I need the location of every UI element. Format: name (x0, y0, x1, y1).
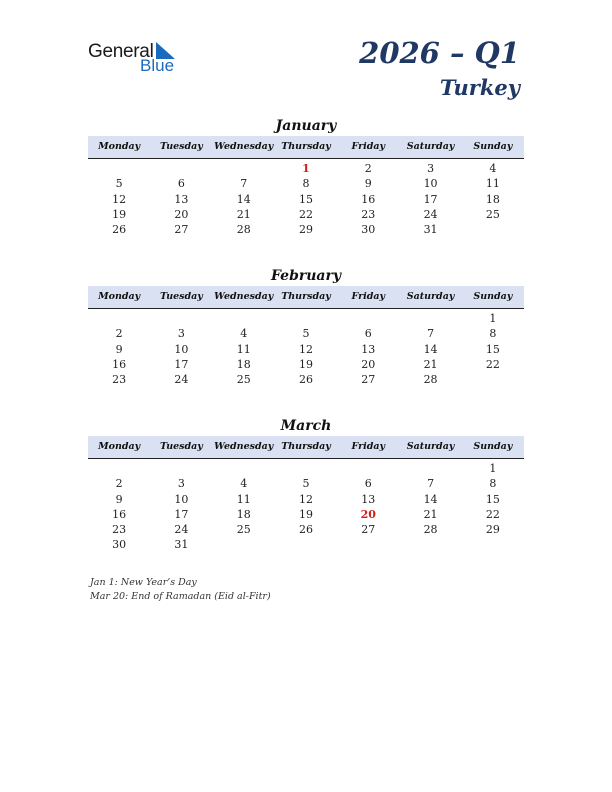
day-cell: 15 (298, 192, 313, 206)
empty-day-cell (399, 311, 461, 326)
day-cell: 26 (112, 223, 127, 237)
day-cell: 29 (485, 523, 500, 537)
day-cell: 8 (302, 177, 310, 191)
weekday-label: Monday (98, 441, 141, 452)
day-cell: 23 (112, 523, 127, 537)
day-cell: 13 (361, 492, 376, 506)
day-grid (88, 461, 524, 553)
weekday-label: Thursday (281, 441, 331, 452)
day-cell: 11 (236, 342, 251, 356)
holiday-day-cell: 1 (302, 162, 310, 175)
day-cell: 21 (423, 357, 438, 371)
day-cell: 6 (364, 477, 372, 491)
holiday-note: Mar 20: End of Ramadan (Eid al-Fitr) (90, 591, 271, 602)
day-cell: 18 (236, 507, 251, 521)
day-cell: 9 (364, 177, 372, 191)
weekday-label: Saturday (406, 291, 455, 302)
day-cell: 16 (112, 507, 127, 521)
day-cell: 15 (485, 342, 500, 356)
day-cell: 24 (423, 207, 438, 221)
weekday-label: Wednesday (214, 141, 274, 152)
day-cell: 26 (298, 523, 313, 537)
empty-day-cell (275, 461, 337, 476)
day-cell: 5 (302, 327, 310, 341)
day-cell: 10 (423, 177, 438, 191)
day-cell: 5 (115, 177, 123, 191)
day-cell: 3 (177, 477, 185, 491)
day-cell: 23 (112, 373, 127, 387)
day-cell: 4 (240, 477, 248, 491)
day-cell: 24 (174, 523, 189, 537)
empty-day-cell (399, 461, 461, 476)
weekday-header (88, 286, 524, 309)
weekday-label: Tuesday (160, 141, 203, 152)
day-cell: 23 (361, 207, 376, 221)
day-cell: 15 (485, 492, 500, 506)
day-cell: 4 (489, 162, 497, 175)
day-cell: 22 (485, 507, 500, 521)
day-cell: 28 (423, 523, 438, 537)
weekday-label: Wednesday (214, 291, 274, 302)
weekday-label: Thursday (281, 141, 331, 152)
day-cell: 10 (174, 492, 189, 506)
empty-day-cell (150, 161, 212, 176)
day-cell: 19 (298, 357, 313, 371)
day-cell: 14 (236, 192, 251, 206)
weekday-label: Tuesday (160, 441, 203, 452)
weekday-label: Friday (351, 291, 386, 302)
day-cell: 13 (174, 192, 189, 206)
day-cell: 3 (427, 162, 435, 175)
empty-day-cell (275, 311, 337, 326)
day-cell: 24 (174, 373, 189, 387)
country-name: Turkey (439, 75, 520, 100)
holiday-note: Jan 1: New Year’s Day (90, 577, 197, 588)
day-cell: 7 (427, 477, 435, 491)
day-cell: 1 (489, 462, 497, 475)
day-cell: 4 (240, 327, 248, 341)
day-cell: 7 (427, 327, 435, 341)
weekday-label: Sunday (473, 141, 513, 152)
month-title: January (275, 118, 337, 134)
day-cell: 10 (174, 342, 189, 356)
page-title: 2026 – Q1 (359, 36, 520, 70)
day-cell: 19 (298, 507, 313, 521)
day-cell: 31 (423, 223, 438, 237)
day-cell: 29 (298, 223, 313, 237)
day-cell: 12 (298, 492, 313, 506)
empty-day-cell (337, 461, 399, 476)
day-cell: 27 (174, 223, 189, 237)
day-cell: 19 (112, 207, 127, 221)
logo (88, 40, 188, 76)
day-cell: 30 (112, 538, 127, 552)
day-cell: 2 (115, 327, 123, 341)
day-cell: 31 (174, 538, 189, 552)
day-cell: 5 (302, 477, 310, 491)
day-cell: 20 (174, 207, 189, 221)
day-cell: 14 (423, 342, 438, 356)
weekday-label: Tuesday (160, 291, 203, 302)
day-cell: 6 (364, 327, 372, 341)
empty-day-cell (213, 461, 275, 476)
day-cell: 1 (489, 312, 497, 325)
day-cell: 2 (115, 477, 123, 491)
day-cell: 14 (423, 492, 438, 506)
day-cell: 28 (423, 373, 438, 387)
month-title: March (280, 418, 332, 434)
weekday-label: Monday (98, 291, 141, 302)
day-cell: 22 (485, 357, 500, 371)
empty-day-cell (88, 311, 150, 326)
weekday-label: Sunday (473, 291, 513, 302)
day-cell: 25 (236, 373, 251, 387)
weekday-label: Wednesday (214, 441, 274, 452)
day-cell: 17 (174, 507, 189, 521)
day-cell: 9 (115, 342, 123, 356)
weekday-header (88, 436, 524, 459)
day-cell: 12 (298, 342, 313, 356)
day-cell: 16 (112, 357, 127, 371)
day-cell: 20 (361, 357, 376, 371)
weekday-label: Sunday (473, 441, 513, 452)
holiday-notes (90, 576, 271, 604)
weekday-label: Friday (351, 441, 386, 452)
day-cell: 16 (361, 192, 376, 206)
day-cell: 13 (361, 342, 376, 356)
empty-day-cell (150, 311, 212, 326)
day-cell: 17 (174, 357, 189, 371)
month-block-february (88, 266, 524, 387)
day-cell: 18 (236, 357, 251, 371)
day-cell: 8 (489, 327, 497, 341)
day-cell: 9 (115, 492, 123, 506)
weekday-label: Saturday (406, 441, 455, 452)
logo-word-blue: Blue (140, 56, 175, 75)
day-cell: 21 (423, 507, 438, 521)
day-cell: 26 (298, 373, 313, 387)
day-cell: 12 (112, 192, 127, 206)
day-cell: 21 (236, 207, 251, 221)
weekday-label: Saturday (406, 141, 455, 152)
day-cell: 28 (236, 223, 251, 237)
empty-day-cell (213, 311, 275, 326)
weekday-label: Friday (351, 141, 386, 152)
month-block-january (88, 116, 524, 237)
day-cell: 3 (177, 327, 185, 341)
day-cell: 25 (485, 207, 500, 221)
day-cell: 25 (236, 523, 251, 537)
day-cell: 8 (489, 477, 497, 491)
empty-day-cell (88, 161, 150, 176)
weekday-label: Thursday (281, 291, 331, 302)
empty-day-cell (213, 161, 275, 176)
day-grid (88, 161, 524, 237)
month-title: February (270, 268, 341, 284)
empty-day-cell (337, 311, 399, 326)
month-block-march (88, 416, 524, 553)
day-cell: 27 (361, 373, 376, 387)
empty-day-cell (150, 461, 212, 476)
weekday-header (88, 136, 524, 159)
weekday-label: Monday (98, 141, 141, 152)
day-cell: 17 (423, 192, 438, 206)
day-grid (88, 311, 524, 387)
day-cell: 30 (361, 223, 376, 237)
empty-day-cell (88, 461, 150, 476)
day-cell: 2 (364, 162, 372, 175)
holiday-day-cell: 20 (360, 507, 376, 521)
day-cell: 11 (485, 177, 500, 191)
day-cell: 27 (361, 523, 376, 537)
day-cell: 6 (177, 177, 185, 191)
day-cell: 22 (298, 207, 313, 221)
day-cell: 18 (485, 192, 500, 206)
logo-word-general: General (88, 41, 154, 62)
day-cell: 11 (236, 492, 251, 506)
day-cell: 7 (240, 177, 248, 191)
